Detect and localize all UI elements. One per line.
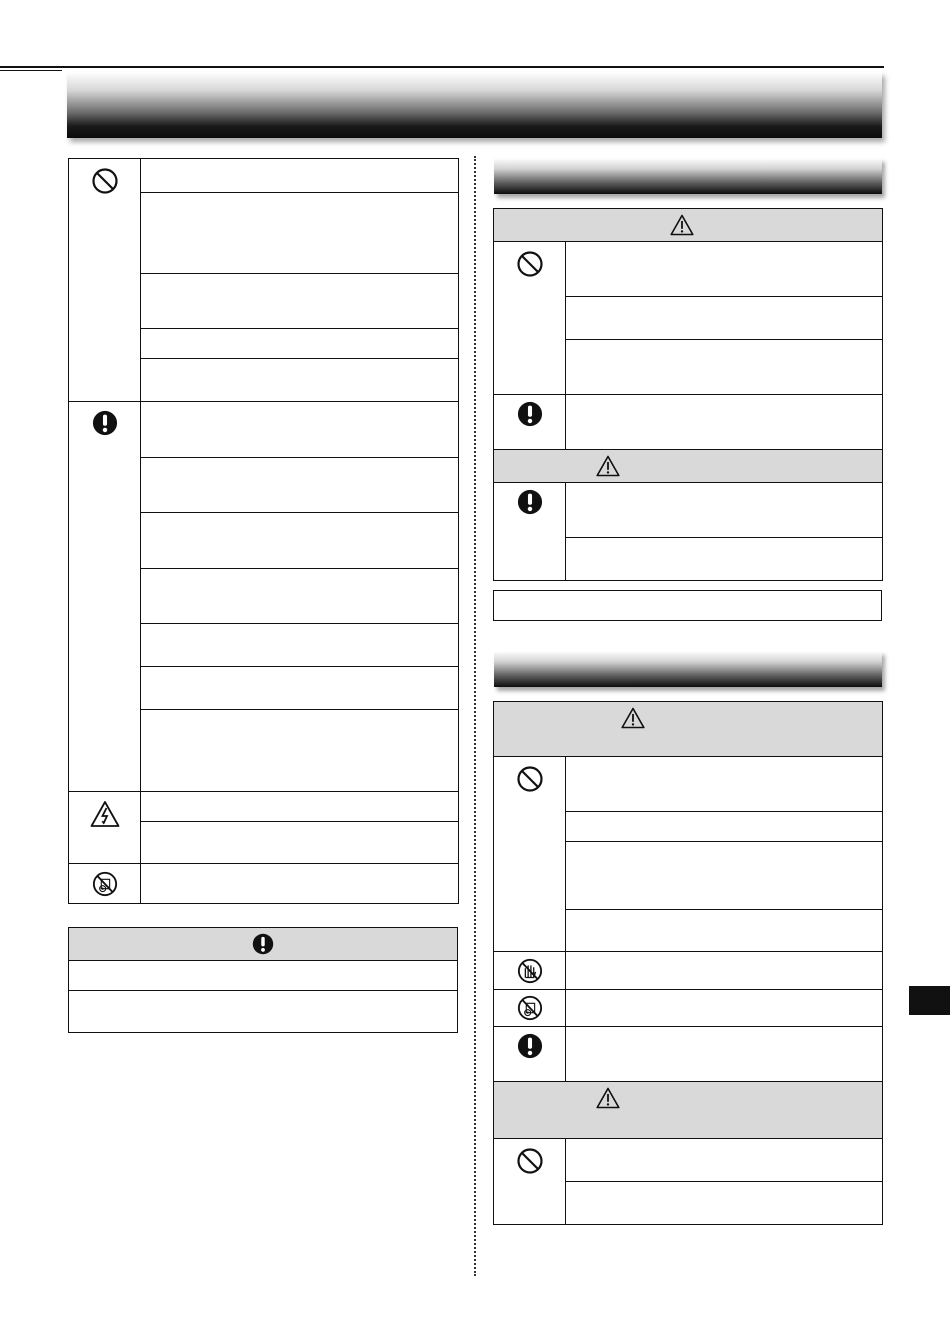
instruction-row [566, 842, 883, 910]
prohibition-group [69, 159, 141, 402]
chapter-tab[interactable] [909, 986, 950, 1015]
warning-header [494, 702, 883, 757]
instruction-row [566, 990, 883, 1027]
no-water-icon [517, 995, 543, 1021]
exclamation-icon [517, 401, 543, 427]
exclamation-icon [517, 1033, 543, 1059]
instruction-row [566, 483, 883, 538]
electric-shock-icon [90, 800, 120, 828]
mandatory-group [69, 402, 141, 792]
top-rule-stub [0, 70, 62, 71]
instruction-row [566, 1027, 883, 1082]
mandatory-group [494, 395, 566, 450]
instruction-row [141, 513, 459, 569]
exclamation-icon [92, 410, 118, 436]
instruction-row [566, 757, 883, 812]
instruction-row [141, 193, 459, 274]
exclamation-icon [252, 933, 274, 955]
instruction-row [141, 792, 459, 822]
exclamation-icon [517, 489, 543, 515]
prohibition-icon [516, 1147, 544, 1175]
warning-triangle-icon [596, 1087, 620, 1109]
instruction-row [69, 991, 458, 1033]
section-banner-1 [494, 158, 882, 194]
instruction-row [566, 812, 883, 842]
instruction-row [141, 359, 459, 402]
page-title-banner [67, 72, 882, 138]
warning-triangle-icon [596, 455, 620, 477]
no-water-group [69, 864, 141, 904]
instruction-row [141, 624, 459, 667]
instruction-row [141, 710, 459, 792]
right-safety-table-1 [493, 208, 883, 581]
instruction-row [141, 402, 459, 458]
instruction-row [566, 340, 883, 395]
instruction-row [566, 1139, 883, 1182]
instruction-row [141, 569, 459, 624]
mandatory-group [494, 1027, 566, 1082]
section-banner-2 [494, 651, 882, 687]
instruction-row [141, 458, 459, 513]
prohibition-group [494, 757, 566, 952]
prohibition-icon [516, 250, 544, 278]
top-rule [0, 66, 884, 68]
left-safety-table [68, 158, 459, 904]
instruction-row [566, 242, 883, 297]
no-water-group [494, 990, 566, 1027]
instruction-row [566, 1182, 883, 1225]
prohibition-group [494, 242, 566, 395]
instruction-row [566, 952, 883, 990]
instruction-row [141, 667, 459, 710]
instruction-row [141, 822, 459, 864]
instruction-row [141, 159, 459, 193]
instruction-row [141, 864, 459, 904]
no-wet-hands-group [494, 952, 566, 990]
no-water-icon [92, 871, 118, 897]
instruction-row [566, 538, 883, 581]
prohibition-icon [516, 765, 544, 793]
instruction-row [566, 297, 883, 340]
instruction-row [141, 329, 459, 359]
note-box [493, 590, 882, 621]
electric-group [69, 792, 141, 864]
no-wet-hands-icon [517, 958, 543, 984]
prohibition-icon [91, 167, 119, 195]
left-caution-table [68, 927, 458, 1033]
caution-header [69, 928, 458, 961]
caution-header [494, 1082, 883, 1139]
right-safety-table-2 [493, 701, 883, 1225]
instruction-row [566, 910, 883, 952]
instruction-row [141, 274, 459, 329]
instruction-row [69, 961, 458, 991]
warning-header [494, 209, 883, 242]
instruction-row [566, 395, 883, 450]
mandatory-group [494, 483, 566, 581]
caution-header [494, 450, 883, 483]
warning-triangle-icon [670, 214, 694, 236]
prohibition-group [494, 1139, 566, 1225]
column-divider [474, 156, 476, 1276]
warning-triangle-icon [621, 707, 645, 729]
